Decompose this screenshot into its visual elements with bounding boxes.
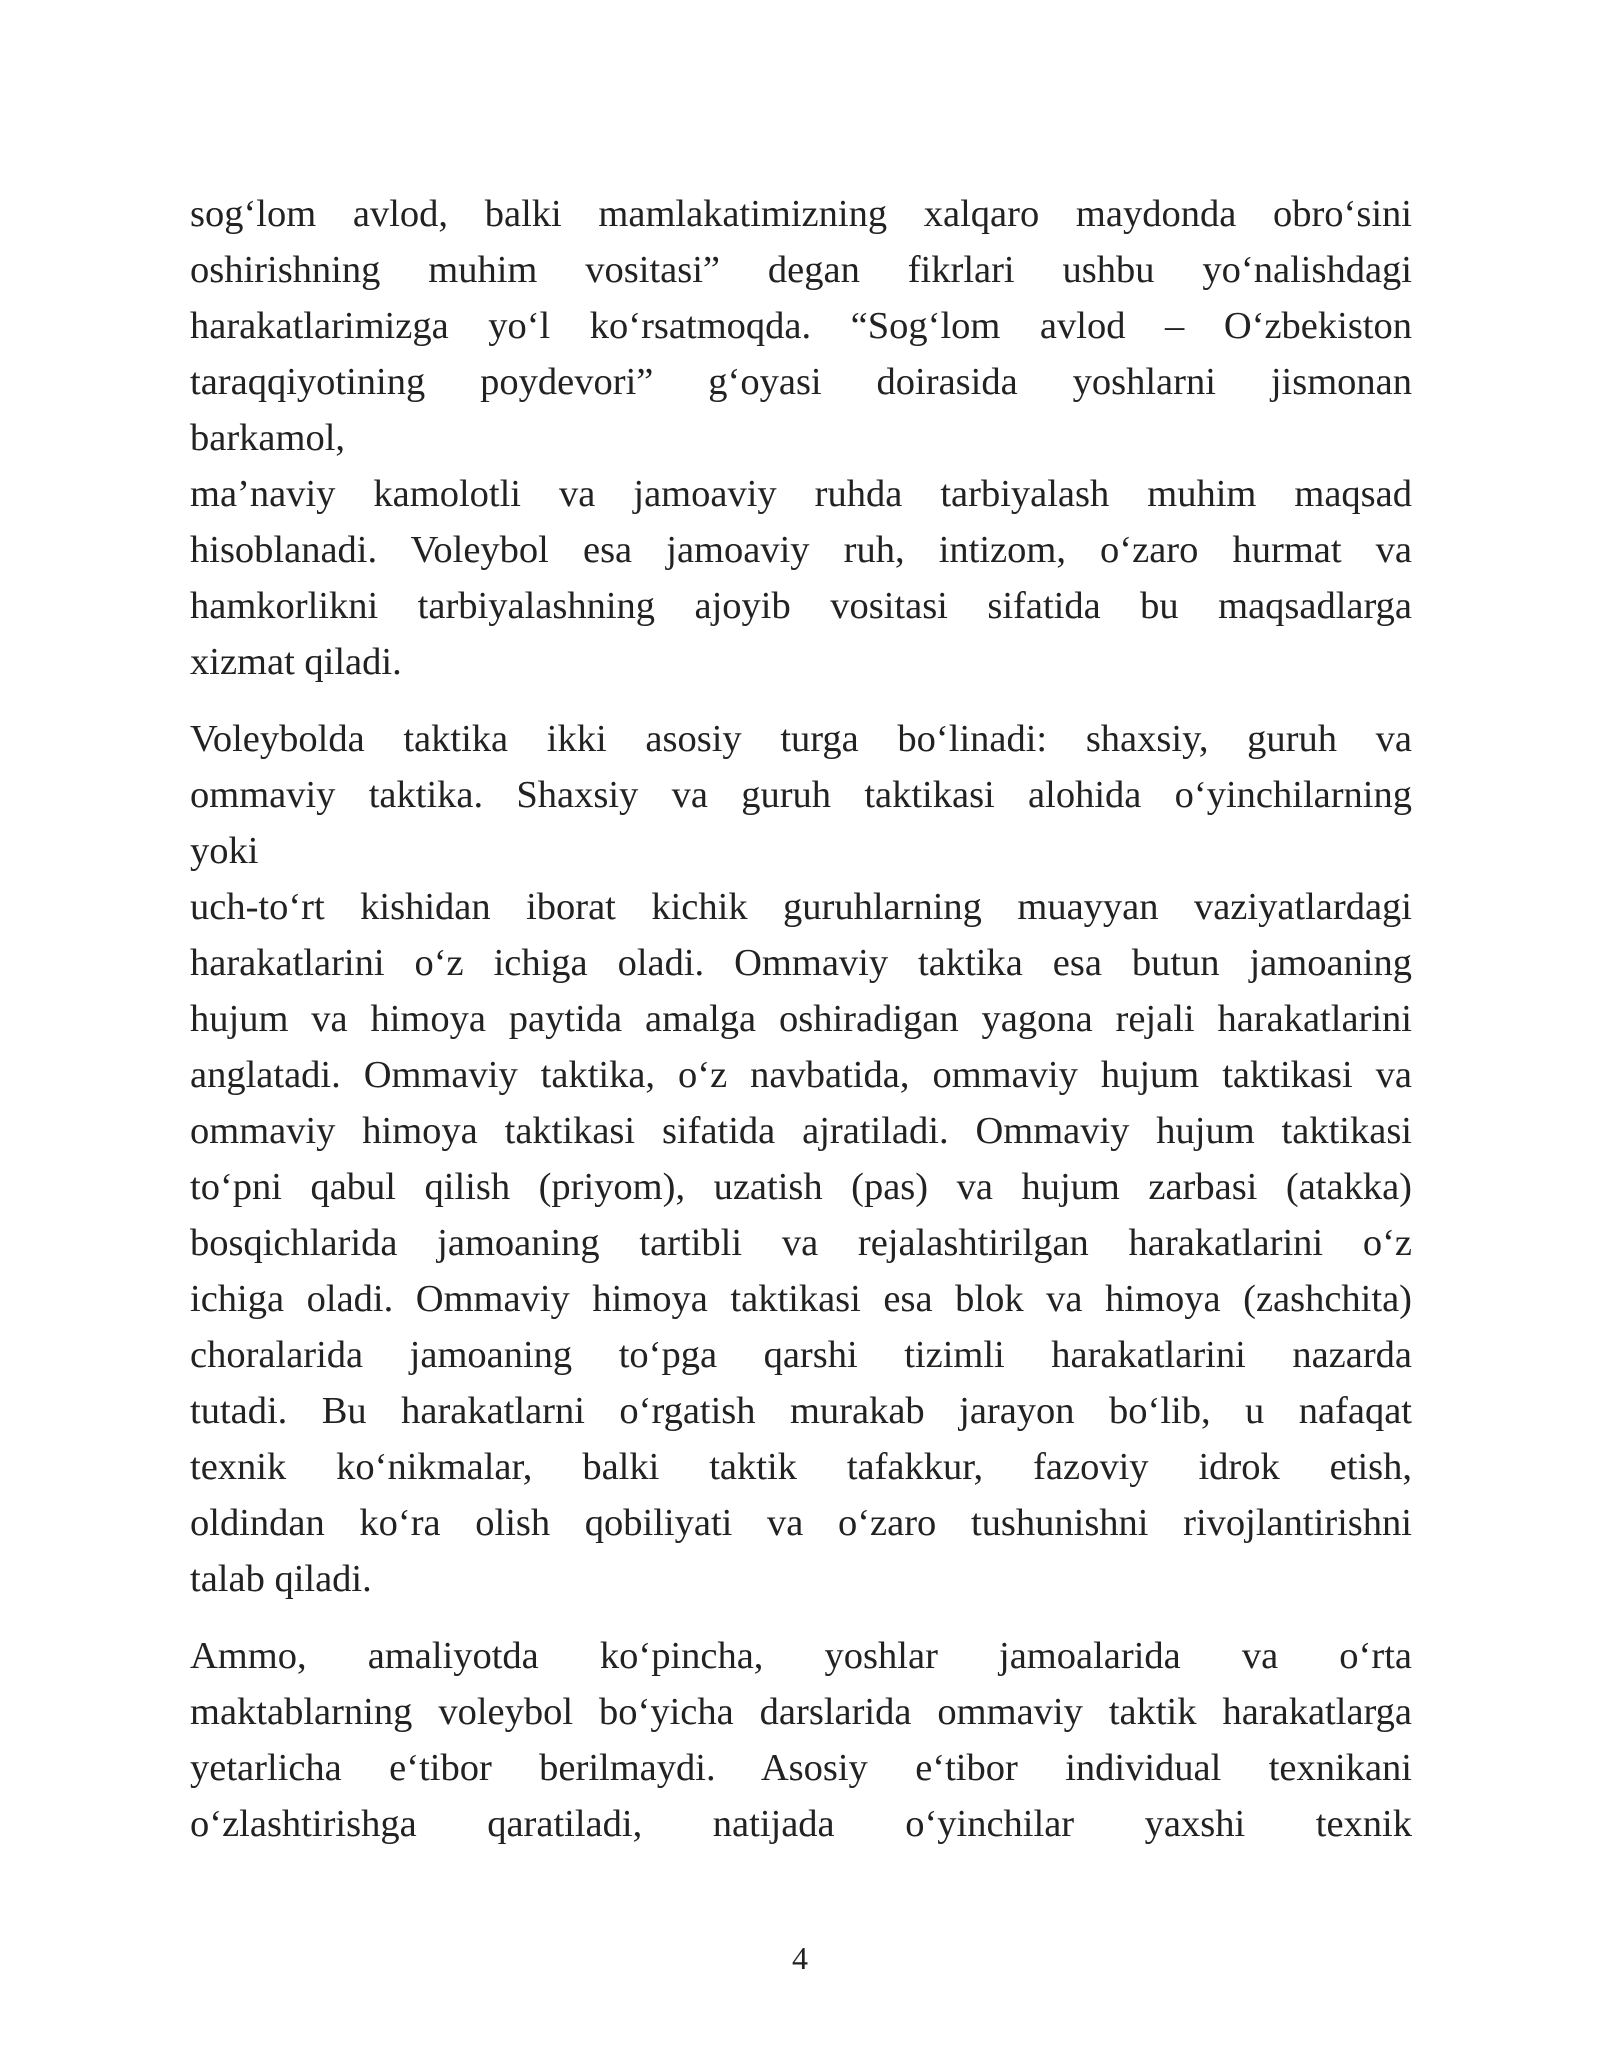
- text-line: uch-to‘rt kishidan iborat kichik guruhlarning muayyan vaziyatlardagi: [190, 886, 1412, 928]
- text-line: to‘pni qabul qilish (priyom), uzatish (pas) va hujum zarbasi (atakka): [190, 1166, 1412, 1208]
- text-line: texnik ko‘nikmalar, balki taktik tafakkur, fazoviy idrok etish,: [190, 1446, 1412, 1488]
- text-line: anglatadi. Ommaviy taktika, o‘z navbatida, ommaviy hujum taktikasi va: [190, 1054, 1412, 1096]
- paragraph-1: [190, 186, 1412, 690]
- text-line: taraqqiyotining poydevori” g‘oyasi doirasida yoshlarni jismonan: [190, 361, 1412, 403]
- text-line: barkamol,: [190, 417, 346, 459]
- paragraph-2: [190, 711, 1412, 1607]
- text-line: harakatlarini o‘z ichiga oladi. Ommaviy taktika esa butun jamoaning: [190, 942, 1412, 984]
- text-line: Voleybolda taktika ikki asosiy turga bo‘linadi: shaxsiy, guruh va: [190, 718, 1412, 760]
- text-line: ichiga oladi. Ommaviy himoya taktikasi esa blok va himoya (zashchita): [190, 1278, 1412, 1320]
- text-line: maktablarning voleybol bo‘yicha darslarida ommaviy taktik harakatlarga: [190, 1691, 1412, 1733]
- text-line: choralarida jamoaning to‘pga qarshi tizimli harakatlarini nazarda: [190, 1334, 1412, 1376]
- text-line: oshirishning muhim vositasi” degan fikrlari ushbu yo‘nalishdagi: [190, 249, 1412, 291]
- body-text: [190, 186, 1412, 1873]
- text-line: hujum va himoya paytida amalga oshiradigan yagona rejali harakatlarini: [190, 998, 1412, 1040]
- text-line: tutadi. Bu harakatlarni o‘rgatish murakab jarayon bo‘lib, u nafaqat: [190, 1390, 1412, 1432]
- paragraph-3: [190, 1628, 1412, 1852]
- text-line: hisoblanadi. Voleybol esa jamoaviy ruh, intizom, o‘zaro hurmat va: [190, 529, 1412, 571]
- text-line: ommaviy himoya taktikasi sifatida ajratiladi. Ommaviy hujum taktikasi: [190, 1110, 1412, 1152]
- text-line: xizmat qiladi.: [190, 641, 402, 683]
- text-line: harakatlarimizga yo‘l ko‘rsatmoqda. “Sog‘lom avlod – O‘zbekiston: [190, 305, 1412, 347]
- text-line: yoki: [190, 830, 259, 872]
- text-line: bosqichlarida jamoaning tartibli va rejalashtirilgan harakatlarini o‘z: [190, 1222, 1412, 1264]
- text-line: sog‘lom avlod, balki mamlakatimizning xalqaro maydonda obro‘sini: [190, 193, 1412, 235]
- text-line: hamkorlikni tarbiyalashning ajoyib vositasi sifatida bu maqsadlarga: [190, 585, 1412, 627]
- text-line: oldindan ko‘ra olish qobiliyati va o‘zaro tushunishni rivojlantirishni: [190, 1502, 1412, 1544]
- text-line: Ammo, amaliyotda ko‘pincha, yoshlar jamoalarida va o‘rta: [190, 1635, 1412, 1677]
- text-line: talab qiladi.: [190, 1558, 372, 1600]
- text-line: ma’naviy kamolotli va jamoaviy ruhda tarbiyalash muhim maqsad: [190, 473, 1412, 515]
- text-line: ommaviy taktika. Shaxsiy va guruh taktikasi alohida o‘yinchilarning: [190, 774, 1412, 816]
- text-line: o‘zlashtirishga qaratiladi, natijada o‘yinchilar yaxshi texnik: [190, 1803, 1412, 1845]
- page-number: 4: [792, 1940, 808, 1976]
- text-line: yetarlicha e‘tibor berilmaydi. Asosiy e‘tibor individual texnikani: [190, 1747, 1412, 1789]
